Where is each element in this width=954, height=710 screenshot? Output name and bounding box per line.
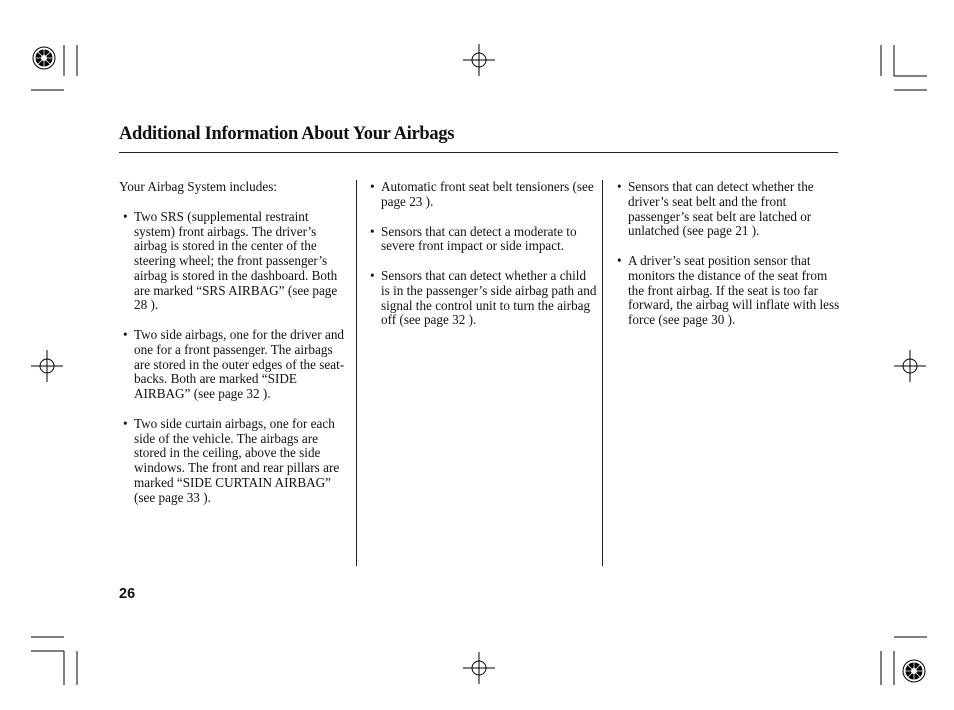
list-item — [366, 180, 598, 210]
list-item-text: Two side airbags, one for the driver and one for a front passenger. The airbags are stored in the outer edges of the seat-backs. Both are marked “SIDE AIRBAG” (see page 32 ). — [134, 327, 345, 401]
list-item-text: Sensors that can detect a moderate to severe front impact or side impact. — [381, 223, 577, 254]
starburst-icon — [33, 47, 55, 69]
list-item — [119, 328, 351, 402]
starburst-icon — [903, 660, 925, 682]
page-number: 26 — [119, 586, 136, 602]
list-item-text: Sensors that can detect whether a child is in the passenger’s side airbag path and signal the control unit to turn the airbag off (see page 32 ). — [381, 268, 597, 328]
list-item-text: A driver’s seat position sensor that monitors the distance of the seat from the front airbag. If the seat is too far forward, the airbag will inflate with less force (see page 30 ). — [628, 253, 840, 327]
column-divider — [602, 180, 603, 566]
list-item-text: Two side curtain airbags, one for each side of the vehicle. The airbags are stored in the ceiling, above the side windows. The front and rear pillars are marked “SIDE CURTAIN AIRBAG” (see page 33 ). — [134, 415, 340, 505]
list-item — [366, 269, 598, 328]
list-item — [366, 225, 598, 255]
column-divider — [356, 180, 357, 566]
bullet: • — [617, 179, 622, 194]
column-1 — [119, 180, 351, 520]
list-item — [613, 254, 845, 328]
list-item — [613, 180, 845, 239]
column-2 — [366, 180, 598, 343]
list-item — [119, 417, 351, 506]
bullet: • — [370, 179, 375, 194]
column-3 — [613, 180, 845, 343]
bullet: • — [617, 253, 622, 268]
bullet: • — [370, 223, 375, 239]
bullet: • — [370, 268, 375, 283]
list-item-text: Two SRS (supplemental restraint system) front airbags. The driver’s airbag is stored in the center of the steering wheel; the front passenger’s airbag is stored in the dashboard. Both are marked “SRS AIRBAG” (see page 28 ). — [134, 208, 338, 313]
intro-text: Your Airbag System includes: — [119, 179, 278, 194]
bullet: • — [123, 415, 128, 431]
title-rule — [119, 152, 838, 153]
list-item-text: Sensors that can detect whether the driver’s seat belt and the front passenger’s seat belt are latched or unlatched (see page 21 ). — [628, 179, 814, 239]
list-item-text: Automatic front seat belt tensioners (see page 23 ). — [381, 179, 594, 209]
bullet: • — [123, 208, 128, 224]
page-title: Additional Information About Your Airbags — [119, 124, 455, 144]
list-item — [119, 210, 351, 313]
bullet: • — [123, 327, 128, 342]
